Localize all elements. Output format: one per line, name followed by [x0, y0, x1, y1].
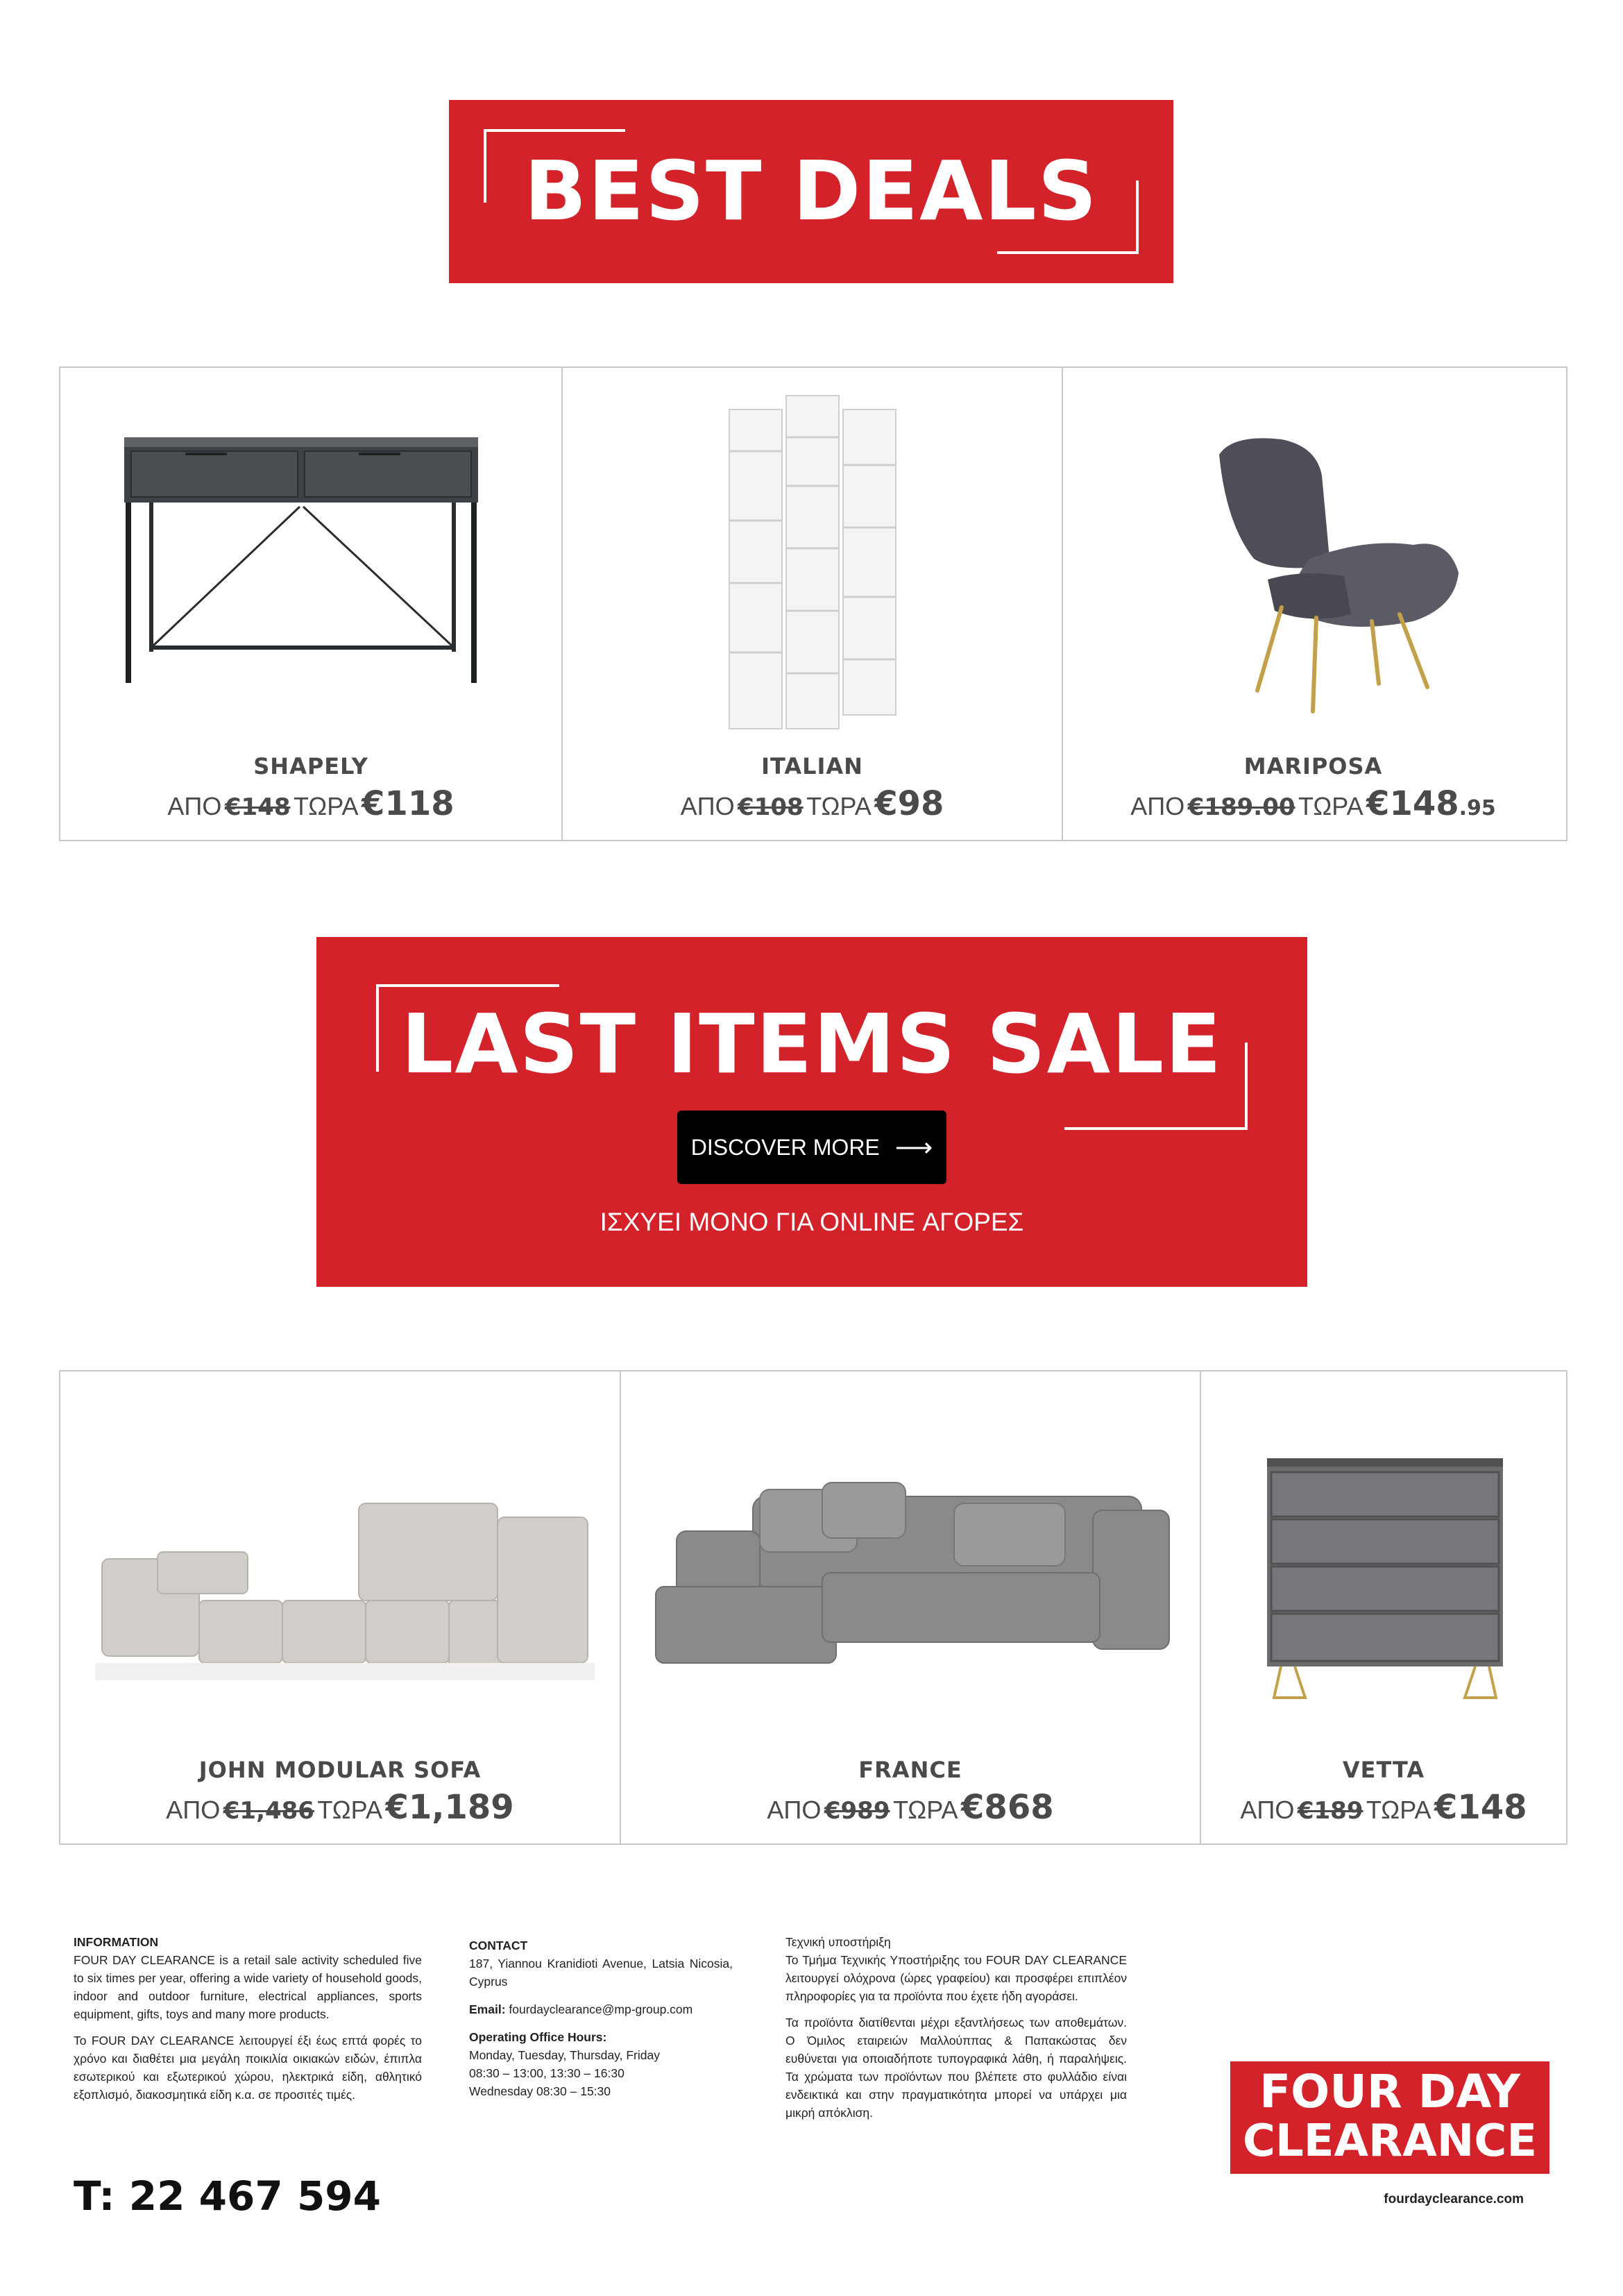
- old-price: €189.00: [1187, 793, 1295, 821]
- product-card[interactable]: [60, 368, 563, 840]
- email-link[interactable]: fourdayclearance@mp-group.com: [509, 2002, 693, 2016]
- hours-heading: Operating Office Hours:: [469, 2030, 607, 2044]
- four-day-clearance-logo[interactable]: [1230, 2061, 1549, 2174]
- from-label: ΑΠΟ: [680, 792, 735, 820]
- old-price: €108: [738, 793, 804, 821]
- logo-line-1: FOUR DAY: [1259, 2065, 1520, 2118]
- new-price: €148: [1434, 1788, 1527, 1827]
- support-heading: Τεχνική υποστήριξη: [785, 1935, 891, 1949]
- product-name: JOHN MODULAR SOFA: [198, 1757, 482, 1783]
- product-price: [1201, 1788, 1566, 1827]
- modular-sofa-image: [95, 1496, 595, 1684]
- product-name: ITALIAN: [761, 753, 863, 779]
- footer-support: [785, 1933, 1127, 2122]
- support-text: Το Τμήμα Τεχνικής Υποστήριξης του FOUR DAY CLEARANCE λειτουργεί ολόχρονα (ώρες γραφείου) και προσφέρει επιπλέον πληροφορίες για τα προϊόντα που έχετε ήδη αγοράσει.: [785, 1953, 1127, 2003]
- hours-line: Monday, Tuesday, Thursday, Friday: [469, 2048, 660, 2062]
- discover-more-button[interactable]: [677, 1111, 946, 1184]
- product-price: [1063, 784, 1563, 823]
- phone-number[interactable]: T: 22 467 594: [74, 2172, 382, 2220]
- now-label: ΤΩΡΑ: [1366, 1796, 1431, 1824]
- product-card[interactable]: [60, 1371, 621, 1843]
- bookcase-image: [722, 389, 903, 736]
- product-name: SHAPELY: [253, 753, 368, 779]
- email-label: Email:: [469, 2002, 506, 2016]
- product-name: MARIPOSA: [1243, 753, 1383, 779]
- info-heading: INFORMATION: [74, 1935, 159, 1949]
- best-deals-title: BEST DEALS: [524, 143, 1098, 239]
- info-text-gr: Το FOUR DAY CLEARANCE λειτουργεί έξι έως επτά φορές το χρόνο και διαθέτει μια μεγάλη ποικιλία οικιακών ειδών, έπιπλα εσωτερικού και εξωτερικού χώρου, ηλεκτρικά είδη, αθλητικό εξοπλισμό, διακοσμητικά είδη κ.α. σε προσιτές τιμές.: [74, 2034, 422, 2102]
- old-price: €189: [1297, 1797, 1363, 1825]
- best-deals-grid: [59, 366, 1567, 841]
- now-label: ΤΩΡΑ: [293, 792, 359, 820]
- product-price: [563, 784, 1062, 823]
- product-name: VETTA: [1342, 1757, 1425, 1783]
- armchair-image: [1205, 434, 1462, 725]
- best-deals-banner: [449, 100, 1173, 283]
- new-price: €98: [874, 784, 944, 823]
- from-label: ΑΠΟ: [767, 1796, 822, 1824]
- product-card[interactable]: [563, 368, 1063, 840]
- from-label: ΑΠΟ: [1130, 792, 1185, 820]
- disclaimer-text: Τα προϊόντα διατίθενται μέχρι εξαντλήσεως των αποθεμάτων. Ο Όμιλος εταιρειών Μαλλούππας & Παπακώστας δεν ευθύνεται για οποιαδήποτε τυπογραφικά λάθη, ή παραλήψεις. Τα χρώματα των προϊόντων που βλέπετε στο φυλλάδιο είναι ενδεικτικά και στην πραγματικότητα μπορεί να υπάρχει μια μικρή απόκλιση.: [785, 2016, 1127, 2120]
- footer-contact: [469, 1936, 733, 2100]
- old-price: €989: [824, 1797, 890, 1825]
- online-only-note: ΙΣΧΥΕΙ ΜΟΝΟ ΓΙΑ ONLINE ΑΓΟΡΕΣ: [600, 1208, 1024, 1236]
- website-link[interactable]: fourdayclearance.com: [1384, 2192, 1524, 2206]
- address-text: 187, Yiannou Kranidioti Avenue, Latsia Nicosia, Cyprus: [469, 1957, 733, 1989]
- hours-line: Wednesday 08:30 – 15:30: [469, 2084, 611, 2098]
- new-price: €868: [961, 1788, 1054, 1827]
- discover-more-label: DISCOVER MORE: [690, 1134, 880, 1160]
- from-label: ΑΠΟ: [167, 792, 222, 820]
- chest-of-drawers-image: [1267, 1458, 1503, 1708]
- now-label: ΤΩΡΑ: [1298, 792, 1363, 820]
- from-label: ΑΠΟ: [166, 1796, 221, 1824]
- last-items-banner: [316, 937, 1307, 1287]
- product-card[interactable]: [621, 1371, 1201, 1843]
- corner-sofa-image: [649, 1476, 1176, 1684]
- new-price: €118: [362, 784, 454, 823]
- old-price: €1,486: [223, 1797, 314, 1825]
- now-label: ΤΩΡΑ: [806, 792, 872, 820]
- info-text-en: FOUR DAY CLEARANCE is a retail sale activity scheduled five to six times per year, offering a wide variety of household goods, indoor and outdoor furniture, electrical appliances, sports equipment, gifts, toys and many more products.: [74, 1953, 422, 2021]
- new-price: €1,189: [385, 1788, 514, 1827]
- product-card[interactable]: [1063, 368, 1563, 840]
- footer-information: [74, 1933, 422, 2104]
- product-price: [60, 1788, 620, 1827]
- product-name: FRANCE: [858, 1757, 962, 1783]
- product-card[interactable]: [1201, 1371, 1566, 1843]
- old-price: €148: [224, 793, 291, 821]
- now-label: ΤΩΡΑ: [317, 1796, 383, 1824]
- last-items-title: LAST ITEMS SALE: [401, 996, 1223, 1092]
- arrow-right-icon: ⟶: [894, 1133, 933, 1163]
- product-price: [621, 1788, 1200, 1827]
- new-price: €148: [1366, 784, 1459, 823]
- contact-heading: CONTACT: [469, 1939, 528, 1952]
- hours-line: 08:30 – 13:00, 13:30 – 16:30: [469, 2066, 624, 2080]
- logo-line-2: CLEARANCE: [1242, 2116, 1538, 2167]
- now-label: ΤΩΡΑ: [892, 1796, 958, 1824]
- console-desk-image: [116, 437, 511, 687]
- new-price-cents: .95: [1459, 796, 1496, 820]
- from-label: ΑΠΟ: [1240, 1796, 1295, 1824]
- product-price: [60, 784, 561, 823]
- last-items-grid: [59, 1370, 1567, 1845]
